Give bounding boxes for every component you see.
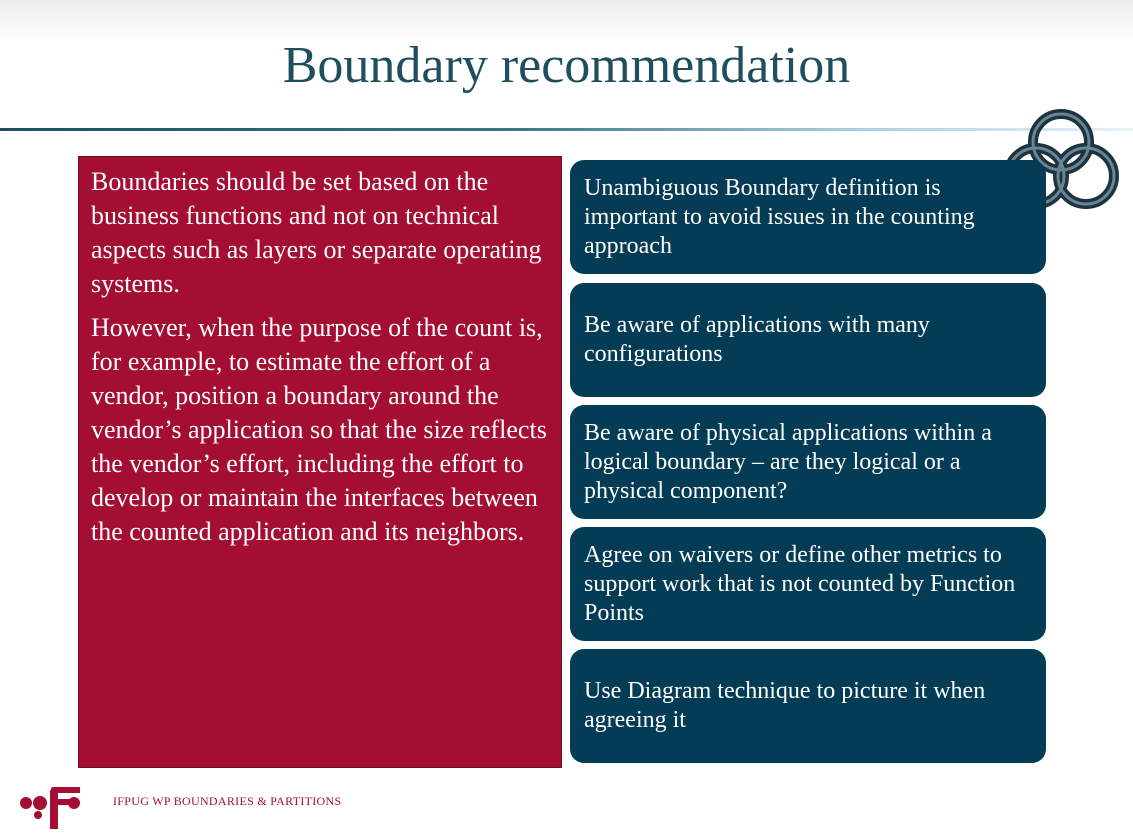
ifpug-logo-icon (18, 785, 84, 831)
guidance-paragraph: Boundaries should be set based on the business functions and not on technical aspects such as layers or separate operating systems. (91, 167, 542, 298)
recommendation-box: Use Diagram technique to picture it when agreeing it (570, 649, 1046, 763)
recommendation-box: Be aware of applications with many configurations (570, 283, 1046, 397)
guidance-paragraph: However, when the purpose of the count is, for example, to estimate the effort of a vendor, position a boundary around the vendor’s application so that the size reflects the vendor’s effort, including the effort to develop or maintain the interfaces between the counted application and its neighbors. (91, 313, 547, 546)
page-title: Boundary recommendation (282, 37, 851, 94)
recommendation-box: Agree on waivers or define other metrics to support work that is not counted by Function Points (570, 527, 1046, 641)
boundary-guidance-panel (78, 156, 562, 768)
recommendation-box: Be aware of physical applications within a logical boundary – are they logical or a physical component? (570, 405, 1046, 519)
title-divider (0, 128, 1133, 131)
footer-label: IFPUG WP BOUNDARIES & PARTITIONS (113, 794, 342, 808)
recommendation-box: Unambiguous Boundary definition is important to avoid issues in the counting approach (570, 160, 1046, 274)
